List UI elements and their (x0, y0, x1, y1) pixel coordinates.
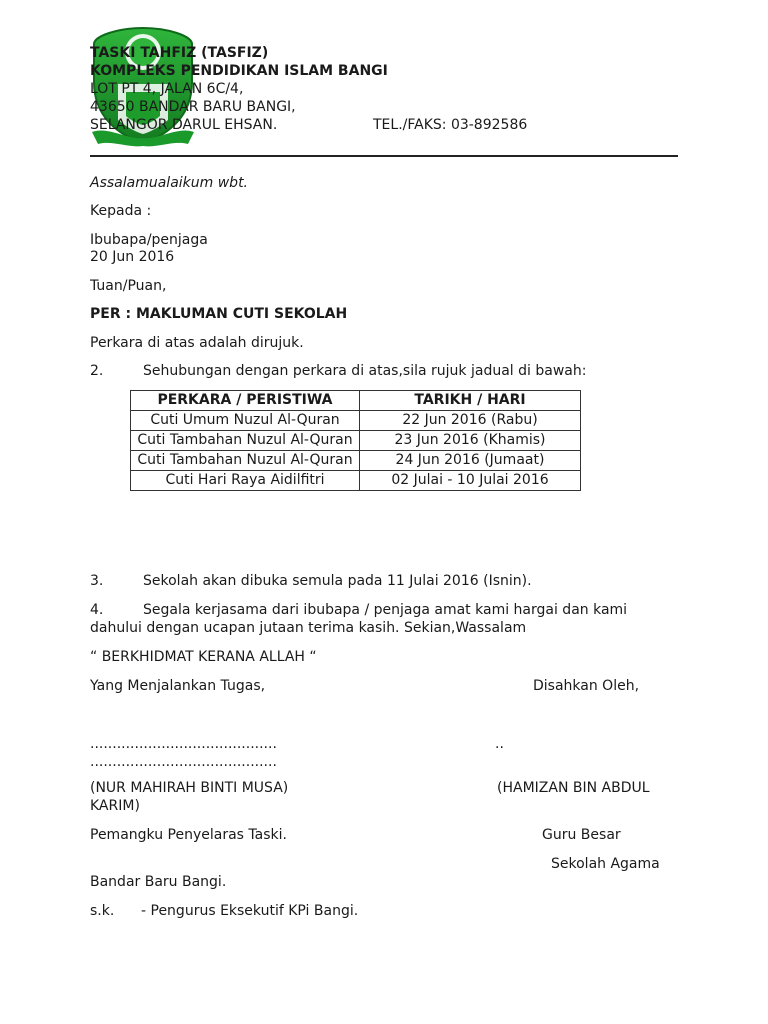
table-header-perkara: PERKARA / PERISTIWA (131, 391, 360, 411)
signatory-right-name-a: (HAMIZAN BIN ABDUL (497, 780, 650, 796)
letterhead-phone: TEL./FAKS: 03-892586 (373, 117, 528, 133)
table-row (131, 411, 581, 431)
table-row (131, 471, 581, 491)
letterhead-line3: LOT PT 4, JALAN 6C/4, (90, 81, 244, 97)
letterhead (90, 44, 388, 134)
paragraph-2-number: 2. (90, 363, 104, 379)
paragraph-4-text-line1: Segala kerjasama dari ibubapa / penjaga amat kami hargai dan kami (143, 602, 628, 618)
subject-line: PER : MAKLUMAN CUTI SEKOLAH (90, 306, 348, 322)
kepada-label: Kepada : (90, 203, 152, 219)
greeting: Assalamualaikum wbt. (90, 175, 249, 191)
paragraph-2-text: Sehubungan dengan perkara di atas,sila rujuk jadual di bawah: (143, 363, 587, 379)
table-cell-perkara: Cuti Tambahan Nuzul Al-Quran (131, 431, 360, 451)
signatory-left-name: (NUR MAHIRAH BINTI MUSA) (90, 780, 289, 796)
signature-line-right-b: .......................................... (90, 754, 277, 770)
paragraph-1: Perkara di atas adalah dirujuk. (90, 335, 304, 351)
table-cell-tarikh: 22 Jun 2016 (Rabu) (360, 411, 581, 431)
signatory-right-title: Guru Besar (542, 827, 621, 843)
schedule-table (130, 390, 581, 491)
signatory-right-title-3: Bandar Baru Bangi. (90, 874, 227, 890)
table-cell-tarikh: 24 Jun 2016 (Jumaat) (360, 451, 581, 471)
header-divider (90, 155, 678, 157)
signatory-left-label: Yang Menjalankan Tugas, (90, 678, 266, 694)
signatory-right-name-b: KARIM) (90, 798, 140, 814)
table-cell-perkara: Cuti Tambahan Nuzul Al-Quran (131, 451, 360, 471)
signatory-right-label: Disahkan Oleh, (533, 678, 640, 694)
recipient: Ibubapa/penjaga (90, 232, 208, 248)
motto: “ BERKHIDMAT KERANA ALLAH “ (90, 649, 317, 665)
table-row (131, 451, 581, 471)
paragraph-3-text: Sekolah akan dibuka semula pada 11 Julai 2016 (Isnin). (143, 573, 532, 589)
letter-date: 20 Jun 2016 (90, 249, 175, 265)
table-header-row (131, 391, 581, 411)
letterhead-line1: TASKI TAHFIZ (TASFIZ) (90, 45, 269, 61)
paragraph-4-number: 4. (90, 602, 104, 618)
paragraph-3-number: 3. (90, 573, 104, 589)
table-cell-perkara: Cuti Hari Raya Aidilfitri (131, 471, 360, 491)
paragraph-4-text-line2: dahului dengan ucapan jutaan terima kasih. Sekian,Wassalam (90, 620, 527, 636)
table-cell-perkara: Cuti Umum Nuzul Al-Quran (131, 411, 360, 431)
letterhead-line4: 43650 BANDAR BARU BANGI, (90, 99, 296, 115)
table-row (131, 431, 581, 451)
signatory-right-title-2: Sekolah Agama (551, 856, 660, 872)
letterhead-line5: SELANGOR DARUL EHSAN. (90, 117, 278, 133)
table-cell-tarikh: 23 Jun 2016 (Khamis) (360, 431, 581, 451)
table-header-tarikh: TARIKH / HARI (360, 391, 581, 411)
sk-text: - Pengurus Eksekutif KPi Bangi. (141, 903, 359, 919)
table-cell-tarikh: 02 Julai - 10 Julai 2016 (360, 471, 581, 491)
signatory-left-title: Pemangku Penyelaras Taski. (90, 827, 287, 843)
signature-line-right-a: .. (495, 736, 504, 752)
letterhead-line2: KOMPLEKS PENDIDIKAN ISLAM BANGI (90, 63, 388, 79)
sk-label: s.k. (90, 903, 115, 919)
signature-line-left: .......................................... (90, 736, 277, 752)
salutation: Tuan/Puan, (90, 278, 167, 294)
